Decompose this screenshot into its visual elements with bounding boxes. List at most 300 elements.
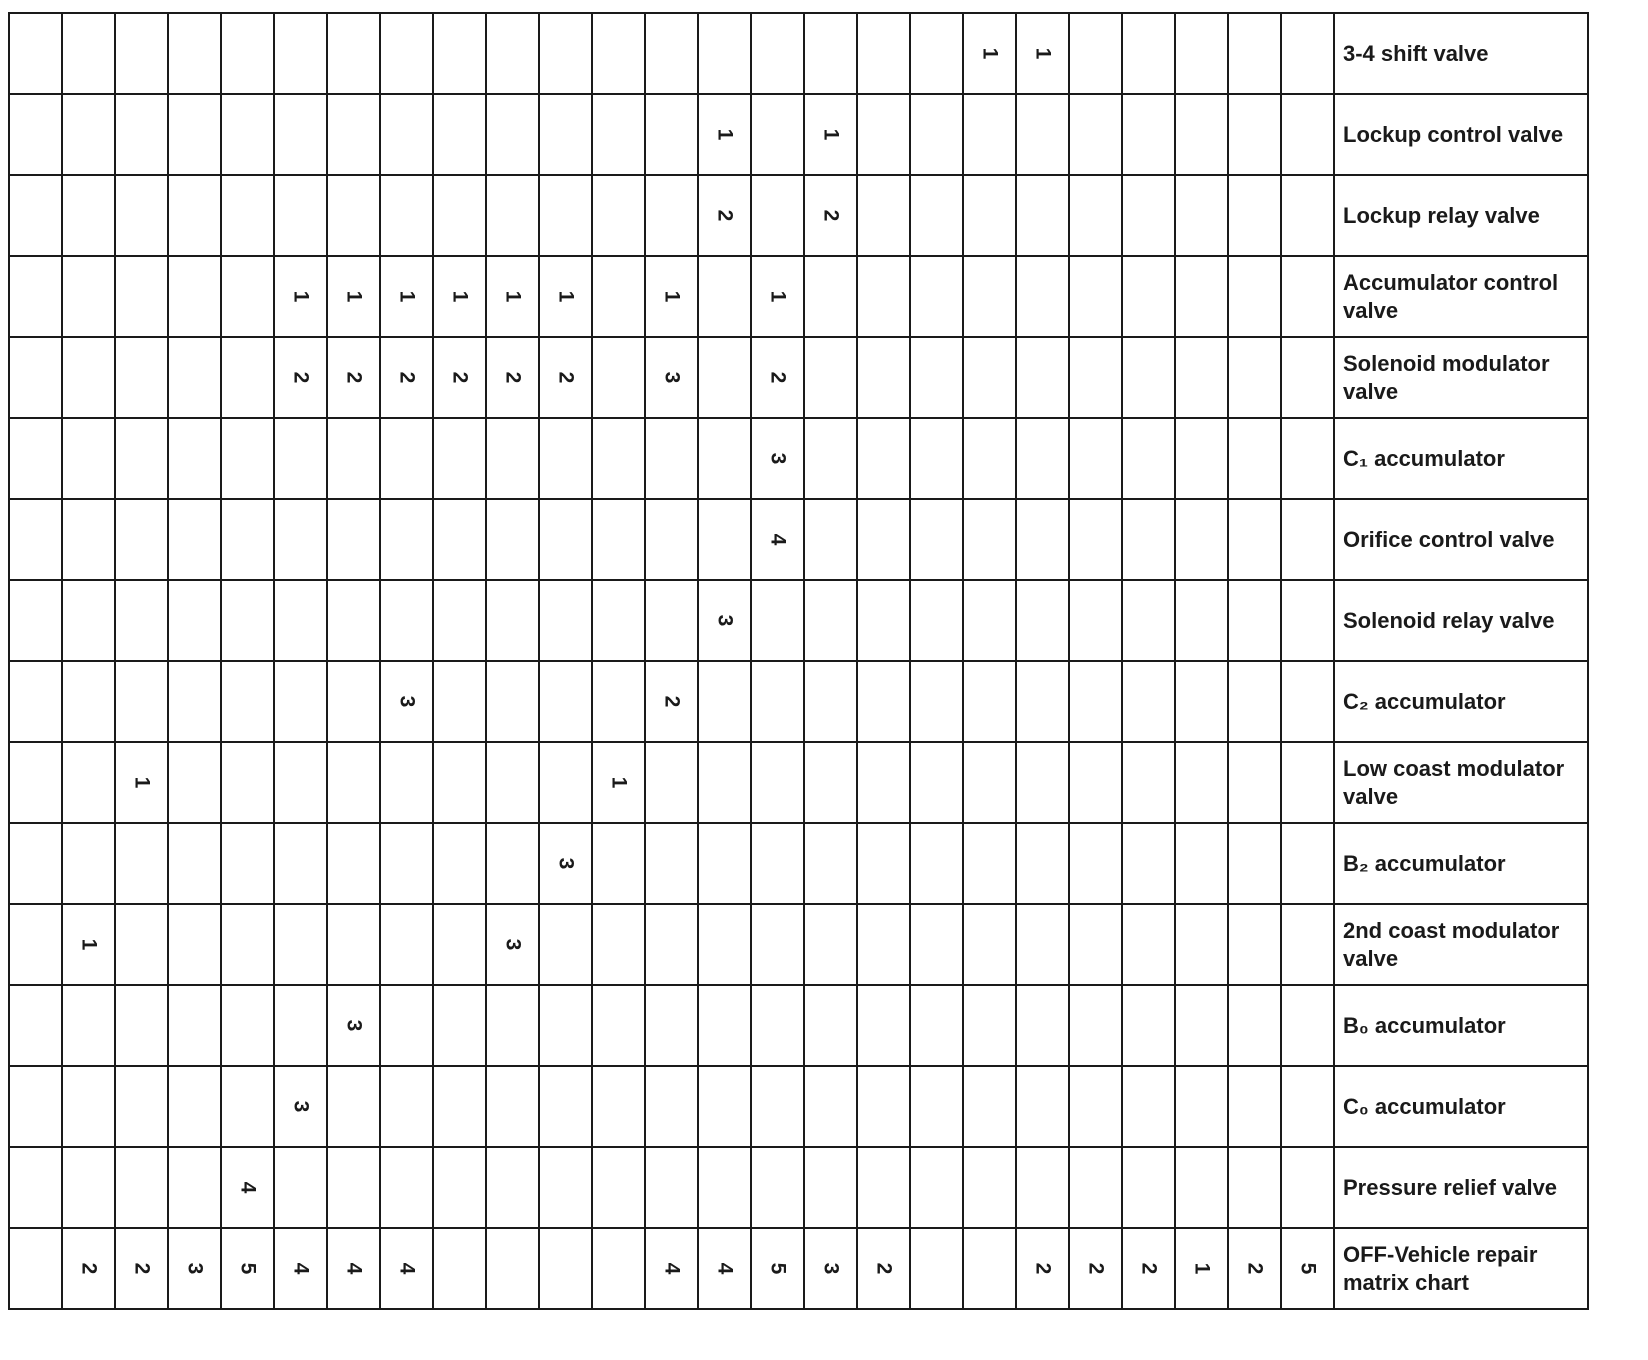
matrix-cell [1016,499,1069,580]
matrix-cell [1016,337,1069,418]
matrix-cell-value: 1 [554,290,577,302]
matrix-cell [168,337,221,418]
matrix-cell [274,1228,327,1309]
matrix-cell [910,13,963,94]
matrix-cell [1281,1066,1334,1147]
matrix-cell [9,337,62,418]
matrix-cell [1175,175,1228,256]
matrix-cell [857,580,910,661]
matrix-cell [9,580,62,661]
row-label: Lockup relay valve [1334,175,1588,256]
matrix-cell [9,1228,62,1309]
matrix-cell [327,1066,380,1147]
matrix-cell [62,418,115,499]
matrix-cell [910,337,963,418]
matrix-cell [115,337,168,418]
matrix-cell [698,418,751,499]
matrix-cell [751,742,804,823]
matrix-cell [910,580,963,661]
row-label: C₂ accumulator [1334,661,1588,742]
matrix-cell [327,985,380,1066]
matrix-cell [963,661,1016,742]
repair-matrix-body [9,13,1588,1309]
matrix-cell [486,985,539,1066]
matrix-cell [327,175,380,256]
table-row [9,1066,1588,1147]
matrix-cell [592,1066,645,1147]
matrix-cell [327,13,380,94]
matrix-cell [115,1147,168,1228]
matrix-cell [327,823,380,904]
matrix-cell-value: 1 [766,290,789,302]
matrix-cell [327,256,380,337]
matrix-cell [963,418,1016,499]
matrix-cell [1228,337,1281,418]
matrix-cell [1175,904,1228,985]
matrix-cell-value: 2 [660,695,683,707]
matrix-cell [1281,661,1334,742]
row-label: 2nd coast modulator valve [1334,904,1588,985]
matrix-cell [380,823,433,904]
matrix-cell [62,175,115,256]
matrix-cell [910,985,963,1066]
matrix-cell [963,1228,1016,1309]
table-row [9,418,1588,499]
matrix-cell [751,1066,804,1147]
matrix-cell-value: 1 [342,290,365,302]
matrix-cell-value: 5 [1296,1262,1319,1274]
matrix-cell-value: 3 [660,371,683,383]
matrix-cell [274,175,327,256]
matrix-cell [645,1066,698,1147]
matrix-cell [592,1228,645,1309]
matrix-cell [1122,1228,1175,1309]
matrix-cell [645,742,698,823]
matrix-cell [698,13,751,94]
matrix-cell [592,418,645,499]
matrix-cell [1016,742,1069,823]
matrix-cell [433,499,486,580]
table-row [9,1147,1588,1228]
table-row [9,985,1588,1066]
row-label: C₁ accumulator [1334,418,1588,499]
matrix-cell [963,985,1016,1066]
matrix-cell [910,1228,963,1309]
matrix-cell [433,175,486,256]
matrix-cell [698,1228,751,1309]
matrix-cell [1175,1228,1228,1309]
matrix-cell [1069,985,1122,1066]
matrix-cell [1122,823,1175,904]
matrix-cell [804,1147,857,1228]
matrix-cell-value: 3 [501,938,524,950]
table-row [9,904,1588,985]
matrix-cell [1016,1228,1069,1309]
matrix-cell [62,1147,115,1228]
matrix-cell [539,175,592,256]
matrix-cell [115,1228,168,1309]
matrix-cell [539,1147,592,1228]
matrix-cell [380,661,433,742]
matrix-cell [168,175,221,256]
matrix-cell [1016,1066,1069,1147]
matrix-cell [221,337,274,418]
matrix-cell [274,94,327,175]
matrix-cell [751,418,804,499]
matrix-cell [1122,418,1175,499]
matrix-cell [62,94,115,175]
matrix-cell [1175,985,1228,1066]
matrix-cell [274,985,327,1066]
matrix-cell [168,904,221,985]
matrix-cell [1281,823,1334,904]
matrix-cell [963,499,1016,580]
matrix-cell [698,1066,751,1147]
matrix-cell [115,499,168,580]
matrix-cell [539,256,592,337]
matrix-cell [115,13,168,94]
matrix-cell [327,1228,380,1309]
row-label: Orifice control valve [1334,499,1588,580]
matrix-cell [221,499,274,580]
matrix-cell [910,823,963,904]
matrix-cell [1175,742,1228,823]
matrix-cell [327,499,380,580]
matrix-cell [592,256,645,337]
matrix-cell [380,904,433,985]
matrix-cell [751,175,804,256]
matrix-cell [486,175,539,256]
matrix-cell [1122,175,1175,256]
matrix-cell [168,94,221,175]
row-label: Lockup control valve [1334,94,1588,175]
matrix-cell [751,499,804,580]
matrix-cell-value: 1 [501,290,524,302]
matrix-cell [221,256,274,337]
matrix-cell [1175,661,1228,742]
matrix-cell [645,580,698,661]
matrix-cell [9,499,62,580]
matrix-cell-value: 1 [607,776,630,788]
matrix-cell [62,1228,115,1309]
matrix-cell [804,661,857,742]
matrix-cell [380,94,433,175]
matrix-cell [592,1147,645,1228]
matrix-cell [380,580,433,661]
matrix-cell [698,337,751,418]
matrix-cell [486,13,539,94]
matrix-cell [115,580,168,661]
matrix-cell [1228,94,1281,175]
matrix-cell-value: 2 [342,371,365,383]
matrix-cell [115,175,168,256]
matrix-cell [857,256,910,337]
matrix-cell [1175,337,1228,418]
matrix-cell [751,1147,804,1228]
matrix-cell [1281,418,1334,499]
matrix-cell [9,1066,62,1147]
matrix-cell [645,661,698,742]
matrix-cell-value: 4 [395,1262,418,1274]
matrix-cell-value: 1 [660,290,683,302]
matrix-cell [9,418,62,499]
matrix-cell-value: 3 [819,1262,842,1274]
matrix-cell [1228,823,1281,904]
matrix-cell [327,337,380,418]
matrix-cell [539,661,592,742]
matrix-cell [221,985,274,1066]
matrix-cell [1016,823,1069,904]
matrix-cell [698,580,751,661]
matrix-cell [910,175,963,256]
matrix-cell [910,499,963,580]
matrix-cell-value: 3 [395,695,418,707]
matrix-cell [1069,418,1122,499]
matrix-cell [1122,94,1175,175]
matrix-cell [592,94,645,175]
matrix-cell [857,1066,910,1147]
matrix-cell [645,499,698,580]
matrix-cell [592,904,645,985]
matrix-cell [698,94,751,175]
matrix-cell [1122,742,1175,823]
matrix-cell [698,1147,751,1228]
matrix-cell [380,337,433,418]
matrix-cell [804,13,857,94]
matrix-cell [698,661,751,742]
matrix-cell [1069,94,1122,175]
matrix-cell [1122,499,1175,580]
matrix-cell [1175,499,1228,580]
matrix-cell [963,175,1016,256]
matrix-cell [804,1066,857,1147]
matrix-cell [751,13,804,94]
matrix-cell [1175,418,1228,499]
matrix-cell [9,94,62,175]
matrix-cell [221,580,274,661]
matrix-cell-value: 2 [395,371,418,383]
matrix-cell [274,256,327,337]
matrix-cell [592,13,645,94]
matrix-cell [1122,1066,1175,1147]
matrix-cell-value: 5 [236,1262,259,1274]
matrix-cell [1281,985,1334,1066]
matrix-cell-value: 3 [342,1019,365,1031]
matrix-cell-value: 4 [342,1262,365,1274]
matrix-cell [433,13,486,94]
matrix-cell [910,1066,963,1147]
matrix-cell-value: 1 [1190,1262,1213,1274]
matrix-cell [1228,499,1281,580]
matrix-cell-value: 2 [501,371,524,383]
matrix-cell [751,904,804,985]
matrix-cell-value: 3 [713,614,736,626]
matrix-cell [804,499,857,580]
matrix-cell [804,904,857,985]
matrix-cell [274,823,327,904]
matrix-cell [857,499,910,580]
matrix-cell [1122,13,1175,94]
matrix-cell [1228,580,1281,661]
matrix-cell [1016,256,1069,337]
matrix-cell [1122,580,1175,661]
matrix-cell [645,418,698,499]
matrix-cell [486,337,539,418]
matrix-cell [592,580,645,661]
matrix-cell [168,418,221,499]
table-row [9,337,1588,418]
matrix-cell [751,256,804,337]
row-label: Pressure relief valve [1334,1147,1588,1228]
matrix-cell [1281,175,1334,256]
matrix-cell [168,823,221,904]
row-label: C₀ accumulator [1334,1066,1588,1147]
matrix-cell-value: 1 [395,290,418,302]
matrix-cell-value: 1 [448,290,471,302]
matrix-cell [1175,94,1228,175]
matrix-cell [1016,1147,1069,1228]
matrix-cell [1069,337,1122,418]
matrix-cell [1281,580,1334,661]
matrix-cell [1228,13,1281,94]
matrix-cell [168,1066,221,1147]
matrix-cell [433,94,486,175]
matrix-cell [539,1066,592,1147]
matrix-cell [1175,580,1228,661]
matrix-cell [380,256,433,337]
matrix-cell [1122,985,1175,1066]
matrix-cell-value: 2 [77,1262,100,1274]
matrix-cell [115,94,168,175]
matrix-cell [62,985,115,1066]
matrix-cell [433,1147,486,1228]
matrix-cell [486,823,539,904]
matrix-cell [433,1228,486,1309]
matrix-cell [221,94,274,175]
matrix-cell [751,580,804,661]
matrix-cell [804,94,857,175]
matrix-cell [274,13,327,94]
matrix-cell [1228,1147,1281,1228]
matrix-cell [62,823,115,904]
matrix-cell-value: 1 [130,776,153,788]
matrix-cell [62,499,115,580]
matrix-cell-value: 4 [660,1262,683,1274]
matrix-cell-value: 3 [183,1262,206,1274]
matrix-cell [698,823,751,904]
matrix-cell [751,985,804,1066]
table-row [9,1228,1588,1309]
matrix-cell [1281,1147,1334,1228]
matrix-cell-value: 3 [289,1100,312,1112]
matrix-cell [539,418,592,499]
matrix-cell [645,175,698,256]
matrix-cell [1281,256,1334,337]
matrix-cell [751,823,804,904]
matrix-cell-value: 2 [130,1262,153,1274]
matrix-cell [274,661,327,742]
matrix-cell [1228,256,1281,337]
matrix-cell-value: 3 [554,857,577,869]
matrix-cell [804,256,857,337]
matrix-cell [168,1147,221,1228]
matrix-cell [380,1228,433,1309]
matrix-cell-value: 2 [448,371,471,383]
matrix-cell [592,337,645,418]
matrix-cell-value: 2 [289,371,312,383]
matrix-cell [274,1066,327,1147]
matrix-cell [804,823,857,904]
matrix-cell [168,742,221,823]
matrix-cell [1228,175,1281,256]
matrix-cell [910,256,963,337]
matrix-cell [327,580,380,661]
matrix-cell [1069,175,1122,256]
matrix-cell [221,13,274,94]
table-row [9,823,1588,904]
matrix-cell-value: 2 [872,1262,895,1274]
matrix-cell [274,904,327,985]
matrix-cell [168,580,221,661]
matrix-cell [221,175,274,256]
matrix-cell [1069,499,1122,580]
matrix-cell [433,337,486,418]
matrix-cell [804,1228,857,1309]
matrix-cell [486,1147,539,1228]
matrix-cell [645,13,698,94]
matrix-cell [698,904,751,985]
matrix-cell [1016,580,1069,661]
table-row [9,499,1588,580]
matrix-cell-value: 2 [1031,1262,1054,1274]
matrix-cell-value: 2 [766,371,789,383]
matrix-cell [115,823,168,904]
matrix-cell [857,1228,910,1309]
matrix-cell [327,661,380,742]
matrix-cell [1281,337,1334,418]
matrix-cell [1069,1147,1122,1228]
matrix-cell [486,1066,539,1147]
matrix-cell-value: 1 [978,47,1001,59]
matrix-cell [1122,337,1175,418]
matrix-cell [539,337,592,418]
matrix-cell [1122,256,1175,337]
matrix-cell [62,904,115,985]
matrix-cell [645,985,698,1066]
matrix-cell [1175,13,1228,94]
matrix-cell [62,337,115,418]
matrix-cell-value: 4 [289,1262,312,1274]
matrix-cell-value: 2 [819,209,842,221]
matrix-cell [221,823,274,904]
matrix-cell [963,13,1016,94]
repair-matrix-table [8,12,1589,1310]
matrix-cell [963,904,1016,985]
matrix-cell [910,418,963,499]
matrix-cell [751,337,804,418]
row-label: B₀ accumulator [1334,985,1588,1066]
matrix-cell [433,418,486,499]
matrix-cell [804,418,857,499]
matrix-cell [221,1147,274,1228]
matrix-cell [1016,13,1069,94]
matrix-cell [1281,499,1334,580]
matrix-cell [645,337,698,418]
matrix-cell [1016,418,1069,499]
table-row [9,580,1588,661]
matrix-cell [539,904,592,985]
row-label: Low coast modulator valve [1334,742,1588,823]
